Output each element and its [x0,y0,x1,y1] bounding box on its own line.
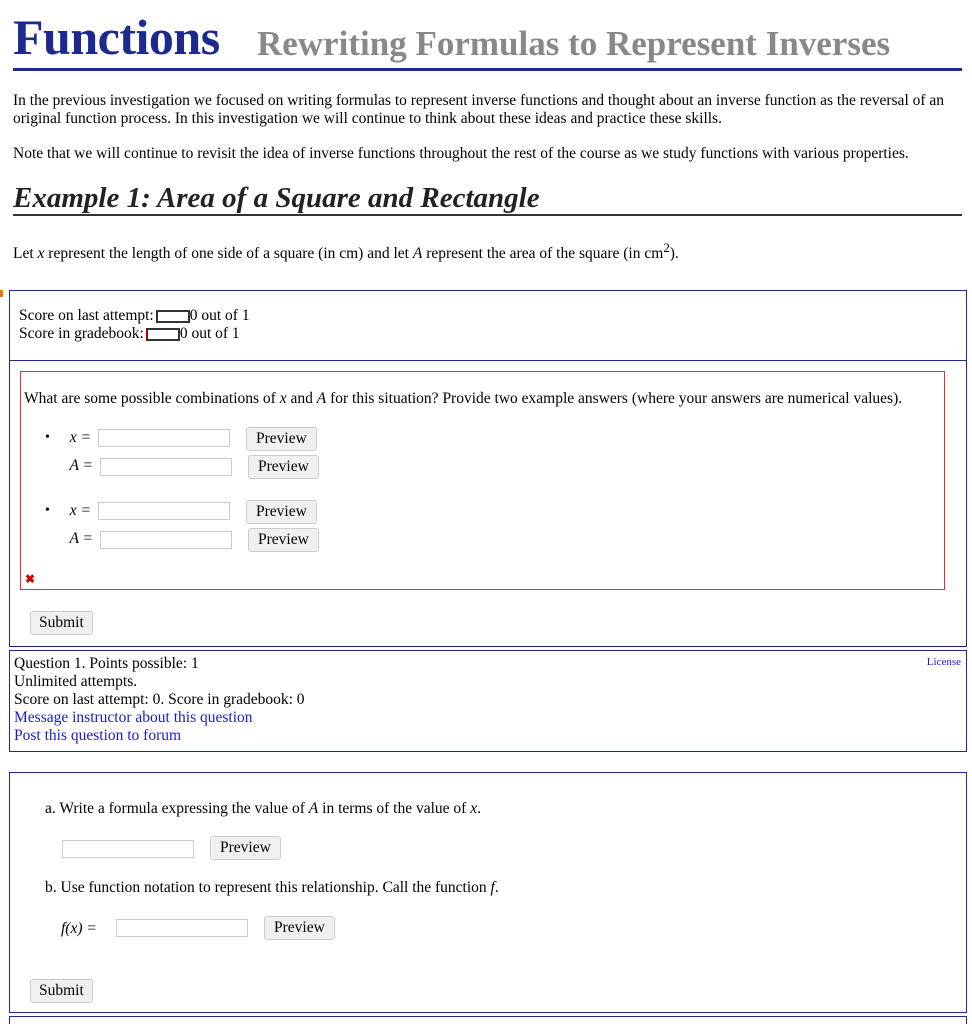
message-instructor-link[interactable]: Message instructor about this question [14,709,253,726]
list-bullet: • [45,503,50,518]
label-A-1: A = [69,457,93,474]
answer-A-1-input[interactable] [100,458,232,476]
preview-button[interactable]: Preview [246,500,317,524]
label-x-1: x = [69,429,91,446]
submit-button[interactable]: Submit [30,611,93,635]
preview-button[interactable]: Preview [246,427,317,451]
incorrect-icon: ✖ [25,572,36,586]
example-heading [13,180,962,216]
score-last-attempt: Score on last attempt: 0 out of 1 [19,307,250,324]
fx-label: f(x) = [61,920,97,937]
preview-button[interactable]: Preview [210,836,281,860]
next-question-box-edge [9,1016,967,1024]
preview-button[interactable]: Preview [264,916,335,940]
attempts-info: Unlimited attempts. [14,673,138,690]
license-link[interactable]: License [926,656,961,668]
question-prompt: What are some possible combinations of x and A for this situation? Provide two example answers (where your answers are numerical values). [24,390,903,407]
example-description: Let x represent the length of one side of a square (in cm) and let A represent the area of the square (in $cm^2$). [13,240,679,263]
page-header [13,6,962,71]
part-a-formula-input[interactable] [62,840,194,858]
page-title: Functions [13,9,220,65]
score-indicator-icon [146,328,180,341]
list-bullet: • [45,430,50,445]
intro-paragraph-1: In the previous investigation we focused on writing formulas to represent inverse functions and thought about an inverse function as the reversal of an original function process. In this investigation we will continue to think about these ideas and practice these skills. [13,92,945,127]
score-info: Score on last attempt: 0. Score in gradebook: 0 [14,691,305,708]
preview-button[interactable]: Preview [248,528,319,552]
answer-x-2-input[interactable] [98,502,230,520]
answer-panel-incorrect [20,371,945,590]
preview-button[interactable]: Preview [248,455,319,479]
part-b-prompt: b. Use function notation to represent this relationship. Call the function f. [45,879,499,896]
answer-x-1-input[interactable] [98,429,230,447]
question-2-box [9,772,967,1013]
post-to-forum-link[interactable]: Post this question to forum [14,727,182,744]
points-possible: Question 1. Points possible: 1 [14,655,199,672]
label-A-2: A = [69,530,93,547]
answer-A-2-input[interactable] [100,531,232,549]
label-x-2: x = [69,502,91,519]
intro-paragraph-2: Note that we will continue to revisit the idea of inverse functions throughout the rest of the course as we study functions with various properties. [13,145,909,162]
part-b-function-input[interactable] [116,919,248,937]
example-title: Example 1: Area of a Square and Rectangle [13,182,540,214]
score-indicator-icon [156,310,190,323]
score-gradebook: Score in gradebook: 0 out of 1 [19,325,240,342]
left-edge-marker [0,290,3,297]
submit-button[interactable]: Submit [30,979,93,1003]
page-subtitle: Rewriting Formulas to Represent Inverses [257,24,891,63]
question-1-box [9,290,967,647]
part-a-prompt: a. Write a formula expressing the value of A in terms of the value of x. [45,800,481,817]
score-summary [10,291,966,361]
question-meta-box [9,650,967,752]
